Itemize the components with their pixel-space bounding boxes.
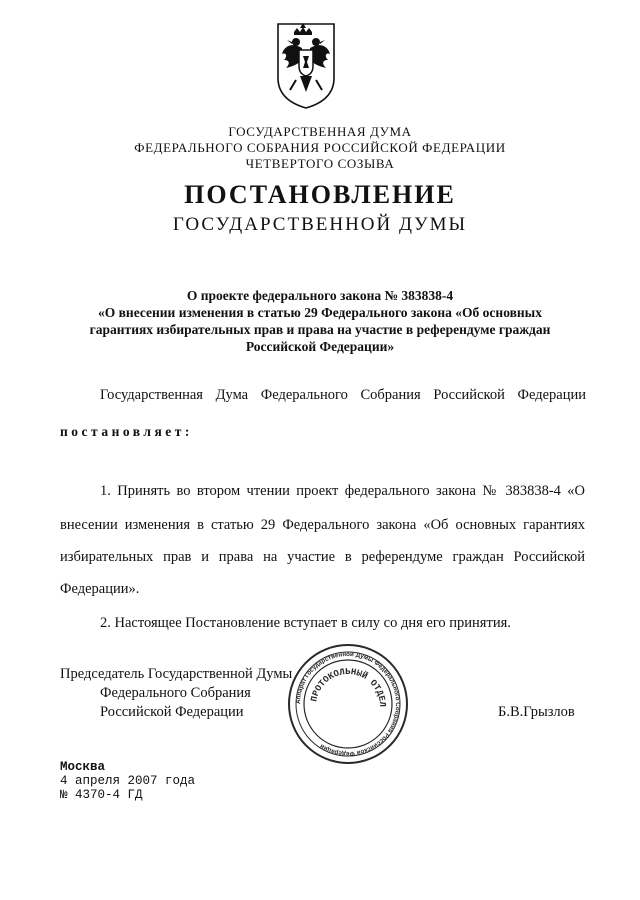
intro-paragraph: Государственная Дума Федерального Собрания Российской Федерации	[100, 387, 586, 403]
footer-number: № 4370-4 ГД	[60, 788, 143, 802]
subject-line-2: «О внесении изменения в статью 29 Федерального закона «Об основных	[98, 305, 542, 320]
subject-line-4: Российской Федерации»	[245, 339, 395, 354]
subject-line-1: О проекте федерального закона № 383838-4	[186, 288, 454, 303]
item1-line-3: избирательных прав и права на участие в референдуме граждан Российской	[60, 549, 585, 565]
coat-of-arms-emblem	[272, 20, 340, 110]
header-line-3: ЧЕТВЕРТОГО СОЗЫВА	[245, 156, 395, 171]
item1-line-2: внесении изменения в статью 29 Федерального закона «Об основных гарантиях	[60, 517, 585, 533]
signatory-position-line-3: Российской Федерации	[100, 704, 244, 720]
footer-city: Москва	[60, 760, 106, 774]
signatory-name: Б.В.Грызлов	[498, 704, 575, 720]
official-stamp	[286, 642, 410, 766]
header-line-1: ГОСУДАРСТВЕННАЯ ДУМА	[228, 124, 412, 139]
document-title: ПОСТАНОВЛЕНИЕ	[184, 180, 456, 209]
signatory-position-line-1: Председатель Государственной Думы	[60, 666, 293, 682]
stamp-ring-text: Аппарат Государственной Думы Федерального Собрания Российской Федерации	[294, 650, 402, 758]
footer-date: 4 апреля 2007 года	[60, 774, 196, 788]
document-subtitle: ГОСУДАРСТВЕННОЙ ДУМЫ	[172, 214, 468, 235]
resolves-word: постановляет:	[60, 424, 193, 439]
stamp-inner-text: ПРОТОКОЛЬНЫЙ ОТДЕЛ	[309, 666, 388, 708]
signatory-position-line-2: Федерального Собрания	[100, 685, 251, 701]
item2-paragraph: 2. Настоящее Постановление вступает в силу со дня его принятия.	[100, 615, 511, 631]
item1-line-1: 1. Принять во втором чтении проект федерального закона № 383838-4 «О	[100, 483, 585, 499]
item1-line-4: Федерации».	[60, 581, 140, 597]
subject-line-3: гарантиях избирательных прав и права на участие в референдуме граждан	[89, 322, 551, 337]
header-line-2: ФЕДЕРАЛЬНОГО СОБРАНИЯ РОССИЙСКОЙ ФЕДЕРАЦИИ	[134, 140, 506, 155]
